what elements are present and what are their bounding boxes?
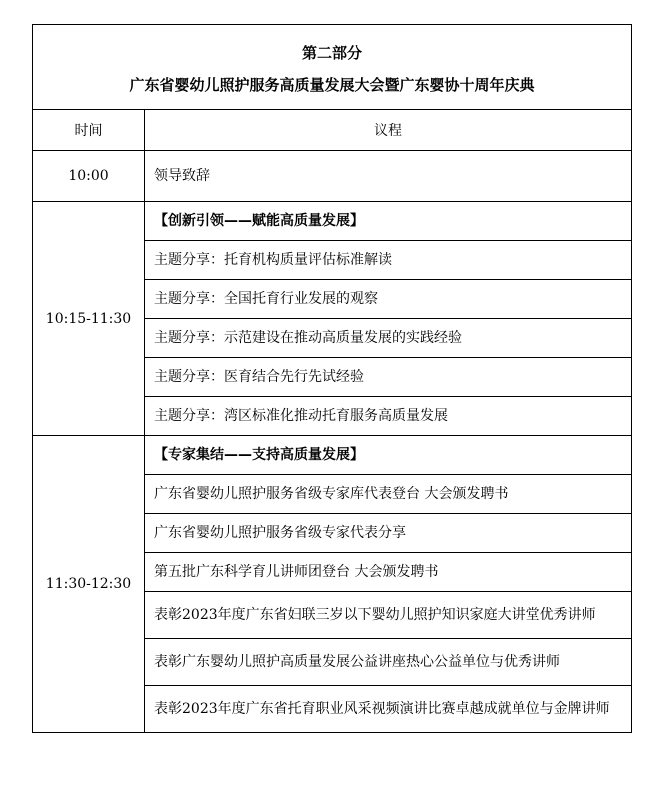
agenda-item: 第五批广东科学育儿讲师团登台 大会颁发聘书 <box>145 553 632 592</box>
agenda-item: 表彰广东婴幼儿照护高质量发展公益讲座热心公益单位与优秀讲师 <box>145 639 632 686</box>
agenda-item: 主题分享：示范建设在推动高质量发展的实践经验 <box>145 319 632 358</box>
title-row <box>33 25 632 110</box>
block2-time: 11:30-12:30 <box>33 436 145 733</box>
event-title: 广东省婴幼儿照护服务高质量发展大会暨广东婴协十周年庆典 <box>129 76 535 94</box>
agenda-item: 主题分享：湾区标准化推动托育服务高质量发展 <box>145 397 632 436</box>
header-time: 时间 <box>33 110 145 151</box>
agenda-item: 广东省婴幼儿照护服务省级专家库代表登台 大会颁发聘书 <box>145 475 632 514</box>
header-row <box>33 110 632 151</box>
agenda-item: 主题分享：托育机构质量评估标准解读 <box>145 241 632 280</box>
agenda-item: 表彰2023年度广东省妇联三岁以下婴幼儿照护知识家庭大讲堂优秀讲师 <box>145 592 632 639</box>
part-title: 第二部分 <box>302 44 363 62</box>
agenda-item: 主题分享：医育结合先行先试经验 <box>145 358 632 397</box>
title-cell <box>33 25 632 110</box>
agenda-item: 主题分享：全国托育行业发展的观察 <box>145 280 632 319</box>
table-row <box>33 151 632 202</box>
block1-section-heading: 【创新引领——赋能高质量发展】 <box>145 202 632 241</box>
opening-item: 领导致辞 <box>145 151 632 202</box>
block1-time: 10:15-11:30 <box>33 202 145 436</box>
table-row <box>33 202 632 241</box>
agenda-item: 广东省婴幼儿照护服务省级专家代表分享 <box>145 514 632 553</box>
agenda-table <box>32 24 632 733</box>
agenda-item: 表彰2023年度广东省托育职业风采视频演讲比赛卓越成就单位与金牌讲师 <box>145 686 632 733</box>
opening-time: 10:00 <box>33 151 145 202</box>
header-agenda: 议程 <box>145 110 632 151</box>
block2-section-heading: 【专家集结——支持高质量发展】 <box>145 436 632 475</box>
table-row <box>33 436 632 475</box>
